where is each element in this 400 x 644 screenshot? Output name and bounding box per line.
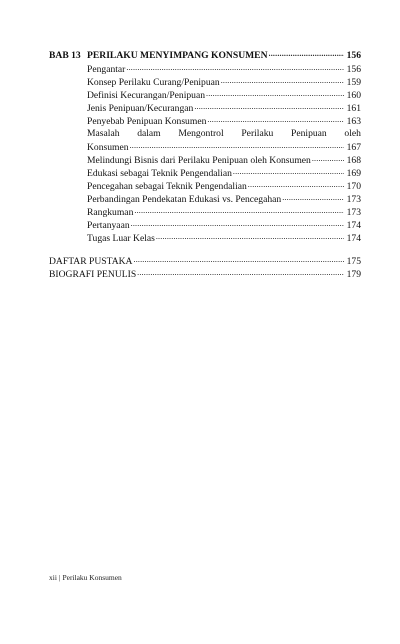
toc-entry-title: Pertanyaan [87, 220, 130, 231]
toc-entry-title: Definisi Kecurangan/Penipuan [87, 90, 206, 101]
footer-page-number: xii [49, 573, 57, 582]
leader-dots [207, 114, 344, 124]
toc-entry-title: Rangkuman [87, 207, 134, 218]
toc-entry-title: Penyebab Penipuan Konsumen [87, 116, 207, 127]
leader-dots [282, 192, 344, 202]
footer-separator: | [58, 573, 61, 582]
toc-entry-title: Melindungi Bisnis dari Perilaku Penipuan oleh Konsumen [87, 155, 311, 166]
toc-entry[interactable] [87, 179, 361, 192]
toc-entry-page: 173 [346, 194, 361, 205]
title-word: Mengontrol [178, 128, 224, 139]
toc-entry[interactable] [87, 101, 361, 114]
toc-entry-page: 168 [346, 155, 361, 166]
chapter-page: 156 [346, 50, 361, 61]
leader-dots [134, 205, 344, 215]
chapter-title: PERILAKU MENYIMPANG KONSUMEN [87, 50, 268, 61]
toc-entry-page: 167 [346, 142, 361, 153]
leader-dots [194, 101, 344, 111]
toc-entry-title: Konsumen [87, 142, 129, 153]
toc-entry-title: Pengantar [87, 64, 126, 75]
toc-entry-page: 179 [346, 269, 361, 280]
toc-entry-title: Jenis Penipuan/Kecurangan [87, 103, 194, 114]
leader-dots [130, 140, 344, 150]
title-word: oleh [344, 128, 361, 139]
toc-entry-page: 173 [346, 207, 361, 218]
toc-entry[interactable] [87, 114, 361, 127]
toc-entry-page: 170 [346, 181, 361, 192]
toc-entry[interactable] [87, 62, 361, 75]
chapter-heading[interactable] [49, 48, 361, 62]
toc-entry-title-line1 [87, 127, 361, 140]
toc-entry-title: Edukasi sebagai Teknik Pengendalian [87, 168, 232, 179]
footer-book-title: Perilaku Konsumen [62, 573, 122, 582]
toc-entry[interactable] [87, 153, 361, 166]
leader-dots [248, 179, 344, 189]
toc-entry[interactable] [87, 192, 361, 205]
toc-entry[interactable] [87, 75, 361, 88]
toc-entry-page: 163 [346, 116, 361, 127]
toc-entry-title-line2 [87, 140, 361, 153]
leader-dots [233, 166, 344, 176]
leader-dots [269, 48, 344, 58]
toc-entry-title: DAFTAR PUSTAKA [49, 256, 133, 267]
toc-entry[interactable] [87, 231, 361, 244]
toc-entry-page: 175 [346, 256, 361, 267]
leader-dots [134, 254, 345, 264]
toc-entry-daftar-pustaka[interactable] [49, 254, 361, 267]
toc-entry-page: 156 [346, 64, 361, 75]
toc-entry[interactable] [87, 218, 361, 231]
toc-entry[interactable] [87, 166, 361, 179]
toc-entry-title: Tugas Luar Kelas [87, 233, 155, 244]
toc-entry-page: 161 [346, 103, 361, 114]
toc-entry-page: 174 [346, 220, 361, 231]
toc-entry-title: Pencegahan sebagai Teknik Pengendalian [87, 181, 247, 192]
title-word: dalam [137, 128, 161, 139]
toc-entry-page: 169 [346, 168, 361, 179]
title-word: Perilaku [241, 128, 274, 139]
leader-dots [126, 62, 344, 72]
leader-dots [156, 231, 344, 241]
title-word: Penipuan [291, 128, 327, 139]
toc-entry-biografi-penulis[interactable] [49, 267, 361, 280]
toc-entry[interactable] [87, 88, 361, 101]
toc-entry-title: Konsep Perilaku Curang/Penipuan [87, 77, 220, 88]
back-matter-entries [49, 254, 361, 280]
toc-entry-page: 160 [346, 90, 361, 101]
leader-dots [312, 153, 344, 163]
leader-dots [206, 88, 344, 98]
leader-dots [221, 75, 344, 85]
toc-entry-page: 159 [346, 77, 361, 88]
leader-dots [131, 218, 344, 228]
toc-entry-multiline[interactable] [87, 127, 361, 153]
toc-entry[interactable] [87, 205, 361, 218]
page-footer [49, 573, 122, 582]
table-of-contents [49, 48, 361, 280]
toc-entry-title: Perbandingan Pendekatan Edukasi vs. Pencegahan [87, 194, 282, 205]
toc-entry-title: BIOGRAFI PENULIS [49, 269, 137, 280]
chapter-number: BAB 13 [49, 50, 81, 61]
chapter-items [87, 62, 361, 244]
title-word: Masalah [87, 128, 120, 139]
toc-entry-page: 174 [346, 233, 361, 244]
leader-dots [137, 267, 344, 277]
